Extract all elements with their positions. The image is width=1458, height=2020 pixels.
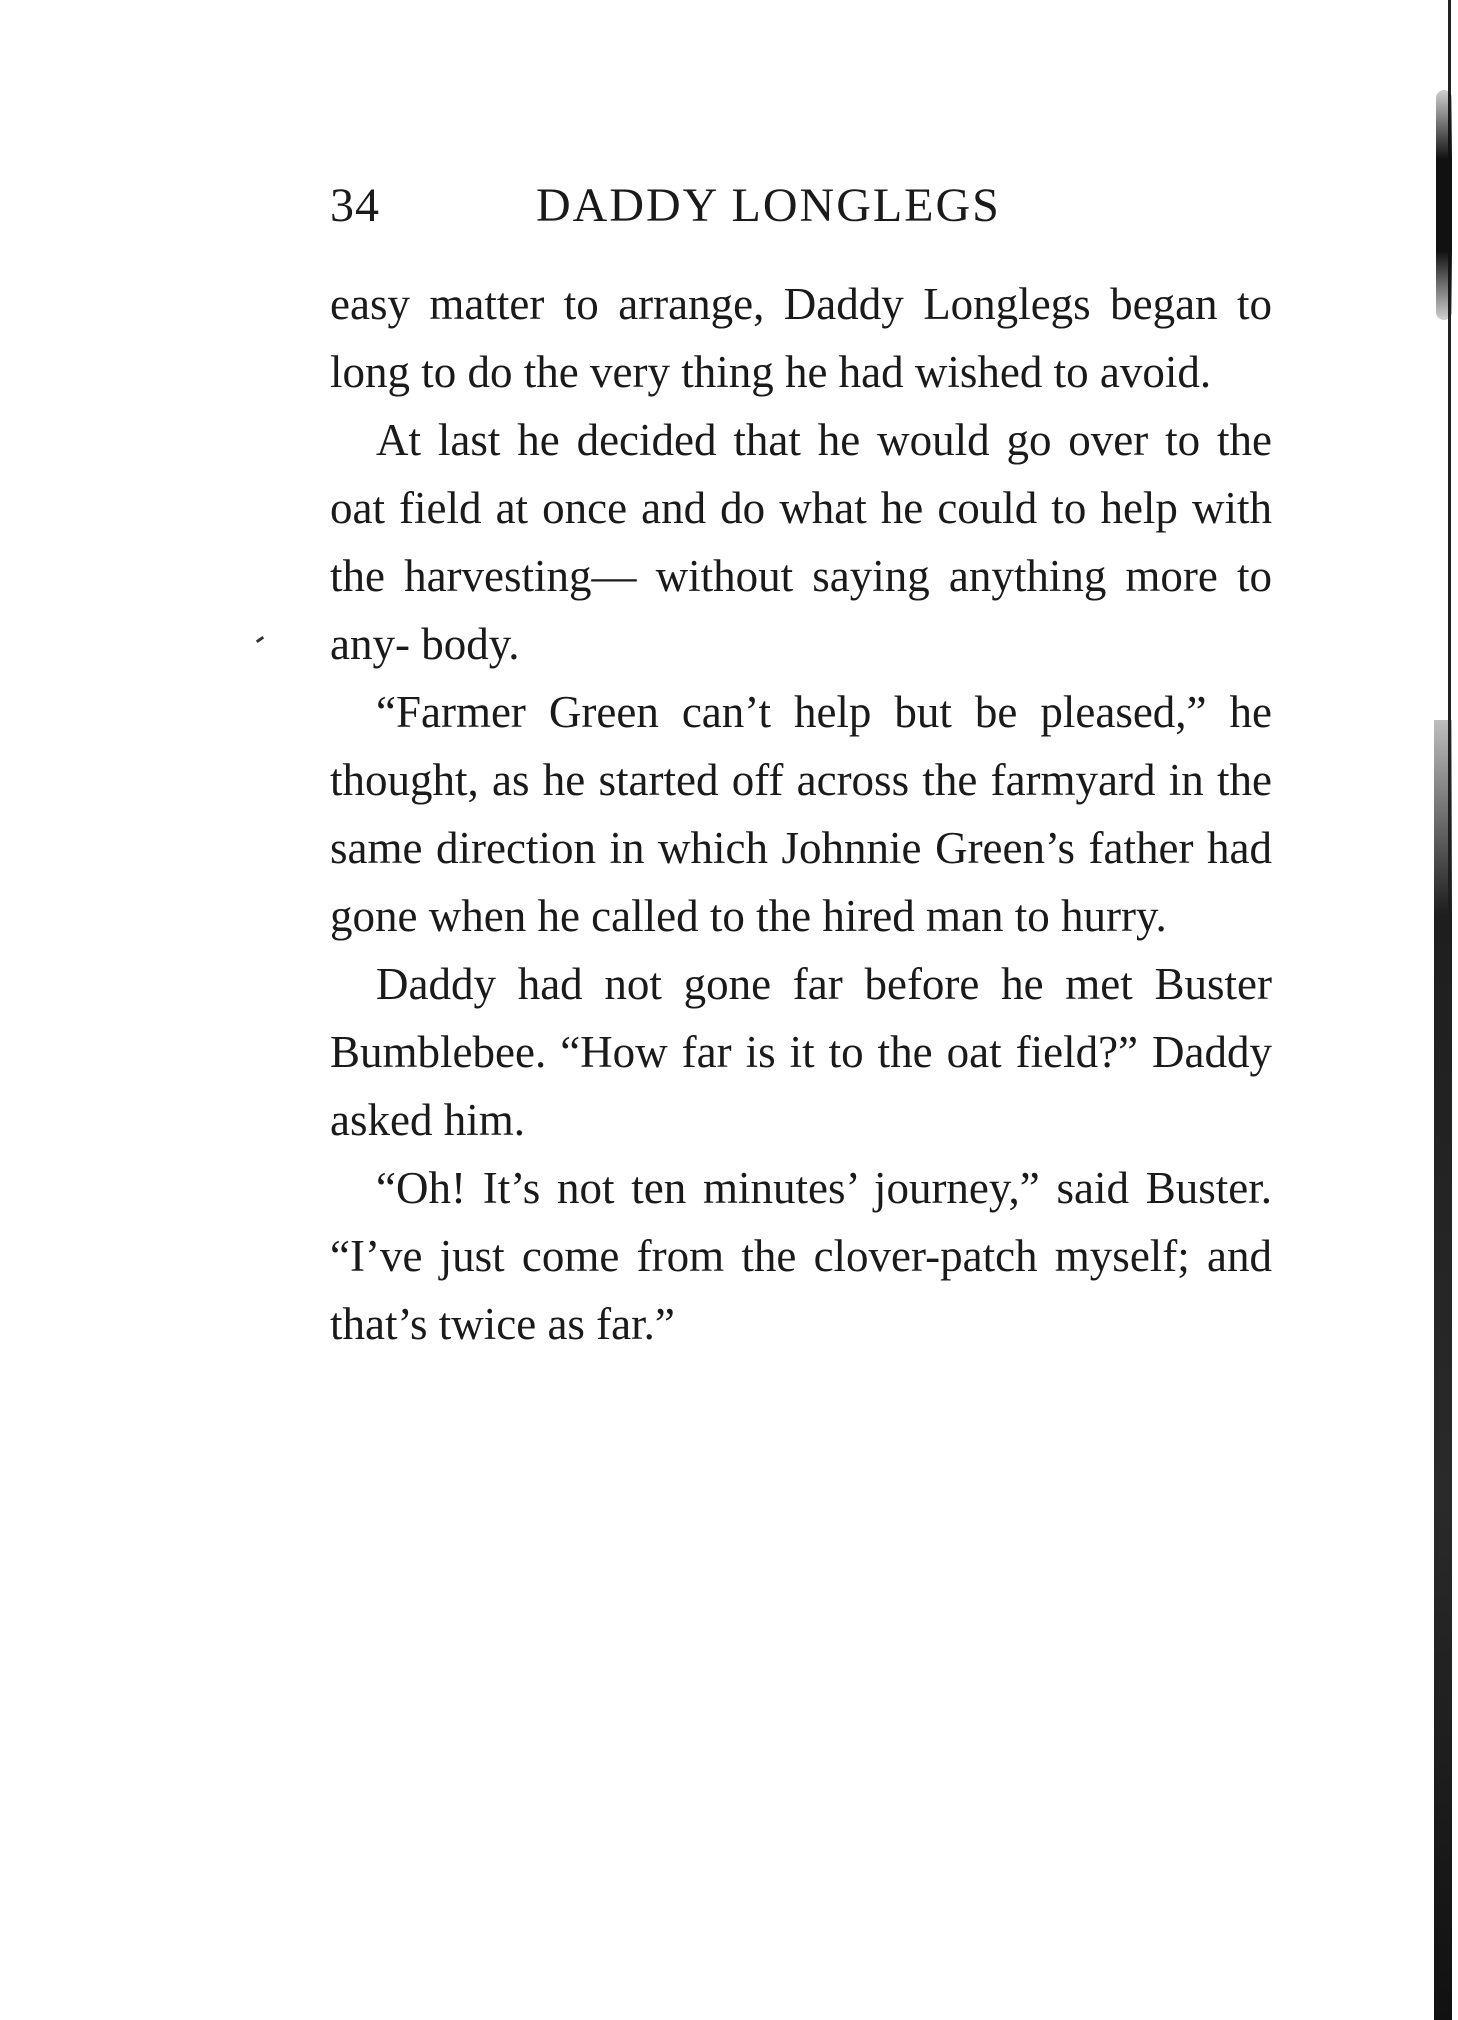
paragraph-1: easy matter to arrange, Daddy Longlegs began to long to do the very thing he had wished to avoid. [330,279,1272,397]
paragraph-4: Daddy had not gone far before he met Buster Bumblebee. “How far is it to the oat field?” Daddy asked him. [330,959,1272,1145]
body-text [330,270,1272,1358]
book-title: DADDY LONGLEGS [536,179,1001,232]
binding-shadow-top [1436,90,1452,320]
paragraph-2: At last he decided that he would go over to the oat field at once and do what he could to help with the harvesting— without saying anything more to any- body. [330,415,1272,669]
binding-shadow-bottom [1434,720,1452,2020]
paragraph-3: “Farmer Green can’t help but be pleased,” he thought, as he started off across the farmyard in the same direction in which Johnnie Green’s father had gone when he called to the hired man to hurry. [330,687,1272,941]
paragraph-5: “Oh! It’s not ten minutes’ journey,” said Buster. “I’ve just come from the clover-patch myself; and that’s twice as far.” [330,1163,1272,1349]
running-head [330,176,1290,236]
page-number: 34 [330,179,380,232]
page-binding-edge [1398,0,1458,2020]
stray-ink-mark [256,636,264,643]
